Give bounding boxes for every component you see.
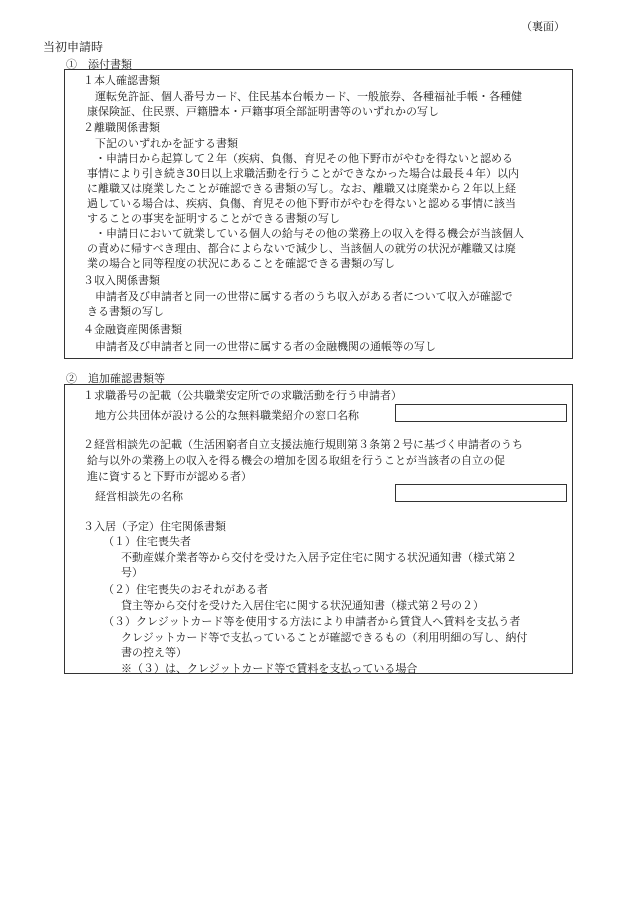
section-title: 当初申請時: [43, 40, 104, 54]
housing-title: ３入居（予定）住宅関係書類: [83, 520, 226, 533]
consult-name-label: 経営相談先の名称: [95, 490, 183, 503]
item2-line: 業の場合と同等程度の状況にあることを確認できる書類の写し: [87, 257, 395, 270]
consult-line: ２経営相談先の記載（生活困窮者自立支援法施行規則第３条第２号に基づく申請者のうち: [83, 438, 523, 451]
attachments-heading: ① 添付書類: [66, 58, 132, 71]
item3-line: きる書類の写し: [87, 305, 164, 318]
additional-box: [64, 384, 573, 674]
item4-title: ４金融資産関係書類: [83, 323, 182, 336]
attachments-box: [64, 69, 573, 359]
item2-title: ２離職関係書類: [83, 121, 160, 134]
consult-line: 給与以外の業務上の収入を得る機会の増加を図る取組を行うことが当該者の自立の促: [87, 454, 505, 467]
item1-line: 康保険証、住民票、戸籍謄本・戸籍事項全部証明書等のいずれかの写し: [87, 105, 439, 118]
item2-line: ・申請日において就業している個人の給与その他の業務上の収入を得る機会が当該個人: [95, 227, 524, 240]
item2-line: に離職又は廃業したことが確認できる書類の写し。なお、離職又は廃業から２年以上経: [87, 182, 516, 195]
item2-line: することの事実を証明することができる書類の写し: [87, 212, 340, 225]
job-number-title: １求職番号の記載（公共職業安定所での求職活動を行う申請者）: [83, 389, 402, 402]
housing-sub1-title: （１）住宅喪失者: [103, 535, 191, 548]
housing-note: ※（３）は、クレジットカード等で賃料を支払っている場合: [121, 662, 418, 675]
item2-line: 過している場合は、疾病、負傷、育児その他下野市がやむを得ないと認める事情に該当: [87, 197, 516, 210]
item3-title: ３収入関係書類: [83, 274, 160, 287]
housing-sub3-line: 書の控え等）: [121, 646, 187, 659]
item2-line: 事情により引き続き30日以上求職活動を行うことができなかった場合は最長４年）以内: [87, 167, 519, 180]
housing-sub2-line: 貸主等から交付を受けた入居住宅に関する状況通知書（様式第２号の２）: [121, 599, 484, 612]
item2-line: ・申請日から起算して２年（疾病、負傷、育児その他下野市がやむを得ないと認める: [95, 152, 513, 165]
housing-sub1-line: 不動産媒介業者等から交付を受けた入居予定住宅に関する状況通知書（様式第２: [121, 551, 517, 564]
item1-line: 運転免許証、個人番号カード、住民基本台帳カード、一般旅券、各種福祉手帳・各種健: [95, 90, 523, 103]
housing-sub3-line: クレジットカード等で支払っていることが確認できるもの（利用明細の写し、納付: [121, 631, 528, 644]
item2-line: の責めに帰すべき理由、都合によらないで減少し、当該個人の就労の状況が離職又は廃: [87, 242, 516, 255]
item3-line: 申請者及び申請者と同一の世帯に属する者のうち収入がある者について収入が確認で: [95, 290, 513, 303]
housing-sub1-line: 号）: [121, 566, 143, 579]
item2-line: 下記のいずれかを証する書類: [95, 137, 238, 150]
item1-title: １本人確認書類: [83, 74, 160, 87]
item4-line: 申請者及び申請者と同一の世帯に属する者の金融機関の通帳等の写し: [95, 340, 436, 353]
consult-name-input[interactable]: [395, 484, 567, 502]
page-side-label: （裏面）: [521, 20, 565, 33]
job-office-label: 地方公共団体が設ける公的な無料職業紹介の窓口名称: [95, 409, 359, 422]
consult-line: 進に資すると下野市が認める者）: [87, 470, 252, 483]
additional-heading: ② 追加確認書類等: [66, 372, 165, 385]
housing-sub2-title: （２）住宅喪失のおそれがある者: [103, 583, 268, 596]
job-office-input[interactable]: [395, 404, 567, 422]
housing-sub3-title: （３）クレジットカード等を使用する方法により申請者から賃貸人へ賃料を支払う者: [103, 615, 521, 628]
